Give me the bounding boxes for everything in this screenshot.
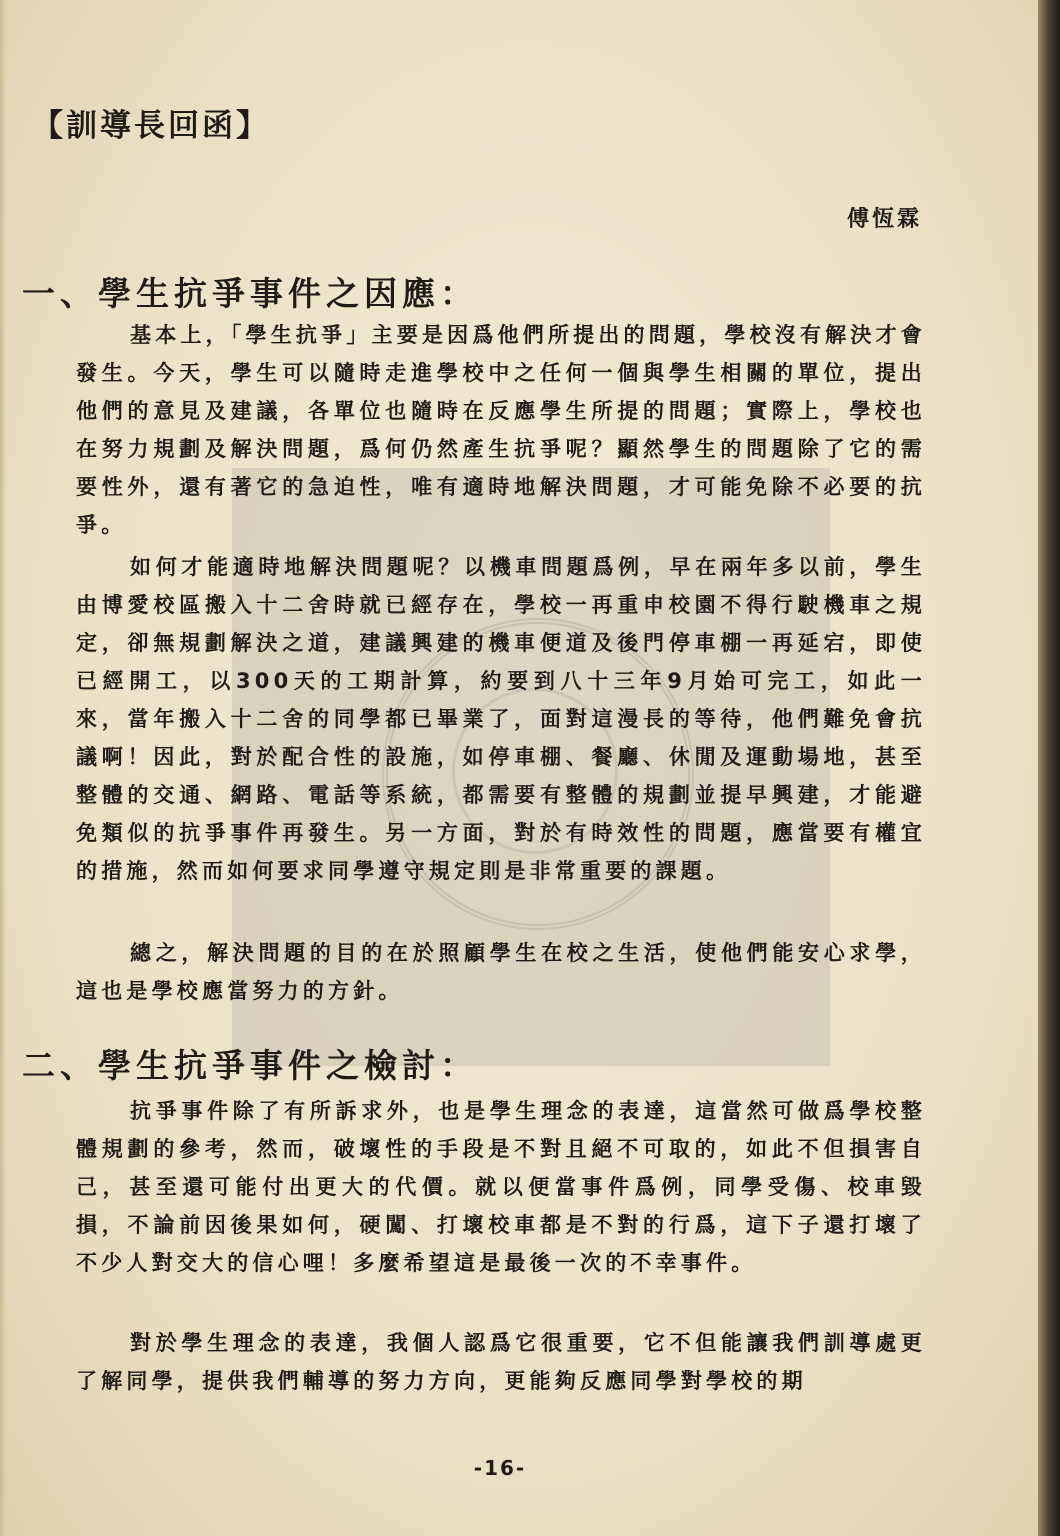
paragraph: 抗爭事件除了有所訴求外，也是學生理念的表達，這當然可做爲學校整體規劃的參考，然而，破壞性的手段是不對且絕不可取的，如此不但損害自己，甚至還可能付出更大的代價。就以便當事件爲例，同學受傷、校車毀損，不論前因後果如何，硬闖、打壞校車都是不對的行爲，這下子還打壞了不少人對交大的信心哩！多麼希望這是最後一次的不幸事件。 [76, 1099, 926, 1275]
page-left-edge [0, 0, 6, 1536]
paragraph: 對於學生理念的表達，我個人認爲它很重要，它不但能讓我們訓導處更了解同學，提供我們輔導的努力方向，更能夠反應同學對學校的期 [76, 1331, 926, 1393]
paragraph: 如何才能適時地解決問題呢？以機車問題爲例，早在兩年多以前，學生由博愛校區搬入十二舍時就已經存在，學校一再重申校園不得行駛機車之規定，卻無規劃解決之道，建議興建的機車便道及後門停車棚一再延宕，即使已經開工，以300天的工期計算，約要到八十三年9月始可完工，如此一來，當年搬入十二舍的同學都已畢業了，面對這漫長的等待，他們難免會抗議啊！因此，對於配合性的設施，如停車棚、餐廳、休閒及運動場地，甚至整體的交通、網路、電話等系統，都需要有整體的規劃並提早興建，才能避免類似的抗爭事件再發生。另一方面，對於有時效性的問題，應當要有權宜的措施，然而如何要求同學遵守規定則是非常重要的課題。 [76, 555, 926, 883]
page-number: -16- [473, 1456, 527, 1480]
section-title-review: 二、學生抗爭事件之檢討： [22, 1046, 478, 1085]
letter-heading: 【訓導長回函】 [32, 108, 270, 144]
paragraph: 基本上，「學生抗爭」主要是因爲他們所提出的問題，學校沒有解決才會發生。今天，學生可以隨時走進學校中之任何一個與學生相關的單位，提出他們的意見及建議，各單位也隨時在反應學生所提的問題；實際上，學校也在努力規劃及解決問題，爲何仍然產生抗爭呢？顯然學生的問題除了它的需要性外，還有著它的急迫性，唯有適時地解決問題，才可能免除不必要的抗爭。 [76, 323, 926, 537]
page-right-edge-shadow [1038, 0, 1060, 1536]
author-name: 傅恆霖 [846, 207, 922, 232]
section-title-response: 一、學生抗爭事件之因應： [22, 274, 478, 313]
paragraph: 總之，解決問題的目的在於照顧學生在校之生活，使他們能安心求學，這也是學校應當努力的方針。 [76, 941, 926, 1003]
